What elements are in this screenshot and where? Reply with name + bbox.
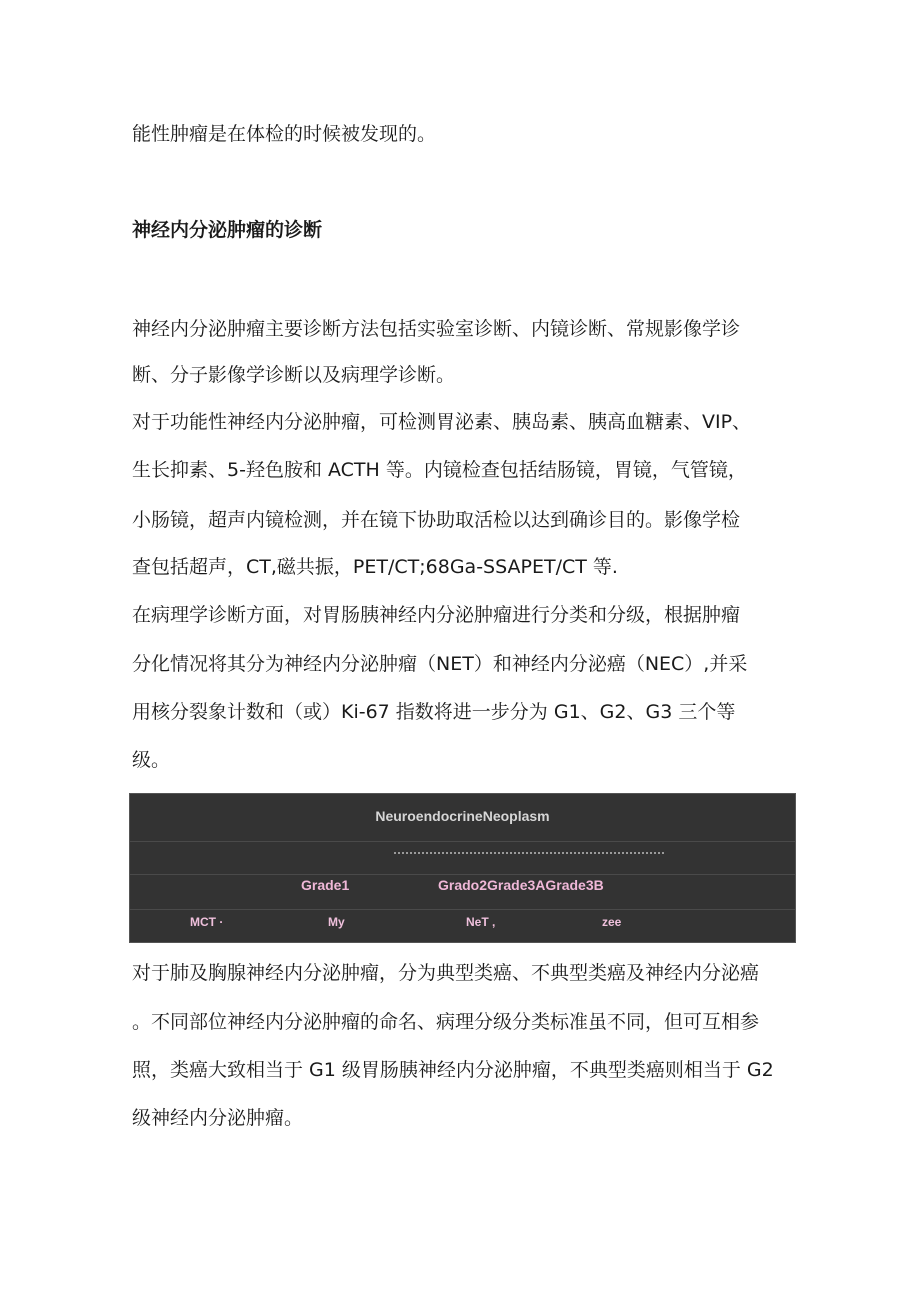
text-line: 断、分子影像学诊断以及病理学诊断。 xyxy=(132,364,456,386)
text-line: 对于功能性神经内分泌肿瘤，可检测胃泌素、胰岛素、胰高血糖素、VIP、 xyxy=(132,411,752,433)
text-line: 用核分裂象计数和（或）Ki-67 指数将进一步分为 G1、G2、G3 三个等 xyxy=(132,701,736,723)
text-line: 能性肿瘤是在体检的时候被发现的。 xyxy=(132,123,437,145)
text-line: 神经内分泌肿瘤主要诊断方法包括实验室诊断、内镜诊断、常规影像学诊 xyxy=(132,318,741,340)
text-line: 小肠镜，超声内镜检测，并在镜下协助取活检以达到确诊目的。影像学检 xyxy=(132,509,741,531)
dotted-connector xyxy=(394,852,664,854)
grade-label-left: Grade1 xyxy=(301,877,350,893)
figure-cell: MCT · xyxy=(190,915,224,929)
figure-cell: zee xyxy=(602,915,622,929)
figure-cell: My xyxy=(328,915,345,929)
text-line: 。不同部位神经内分泌肿瘤的命名、病理分级分类标准虽不同，但可互相参 xyxy=(132,1011,760,1033)
classification-figure xyxy=(129,793,796,943)
text-line: 分化情况将其分为神经内分泌肿瘤（NET）和神经内分泌癌（NEC）,并采 xyxy=(132,653,748,675)
text-line: 照，类癌大致相当于 G1 级胃肠胰神经内分泌肿瘤，不典型类癌则相当于 G2 xyxy=(132,1059,774,1081)
grade-label-right: Grado2Grade3AGrade3B xyxy=(438,877,604,893)
text-line: 级神经内分泌肿瘤。 xyxy=(132,1107,304,1129)
text-line: 查包括超声，CT,磁共振，PET/CT;68Ga-SSAPET/CT 等. xyxy=(132,556,618,578)
figure-divider xyxy=(130,909,795,910)
figure-divider xyxy=(130,841,795,842)
text-line: 在病理学诊断方面，对胃肠胰神经内分泌肿瘤进行分类和分级，根据肿瘤 xyxy=(132,604,741,626)
text-line: 对于肺及胸腺神经内分泌肿瘤，分为典型类癌、不典型类癌及神经内分泌癌 xyxy=(132,962,760,984)
figure-title: NeuroendocrineNeoplasm xyxy=(375,808,550,824)
section-heading: 神经内分泌肿瘤的诊断 xyxy=(132,219,323,241)
text-line: 生长抑素、5-羟色胺和 ACTH 等。内镜检查包括结肠镜，胃镜，气管镜， xyxy=(132,459,747,481)
figure-divider xyxy=(130,874,795,875)
text-line: 级。 xyxy=(132,749,171,771)
figure-cell: NeT , xyxy=(466,915,496,929)
